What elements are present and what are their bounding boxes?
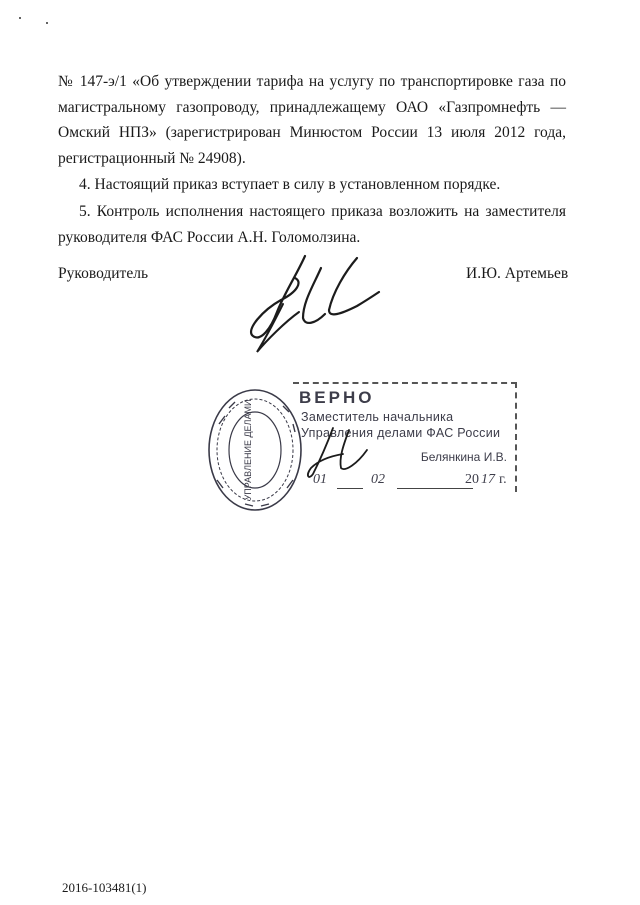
stamp-certifier-name: Белянкина И.В.: [420, 450, 507, 464]
date-underline: [337, 488, 363, 489]
seal-inner-text: УПРАВЛЕНИЕ ДЕЛАМИ: [243, 399, 253, 501]
stamp-position-line2: Управления делами ФАС России: [301, 426, 501, 440]
signatory-position: Руководитель: [58, 265, 149, 282]
stamp-date-month: 02: [371, 472, 385, 487]
paragraph-effective-date: 4. Настоящий приказ вступает в силу в установленном порядке.: [79, 176, 501, 193]
date-underline: [397, 488, 473, 489]
certifier-signature: [303, 424, 373, 484]
stamp-date-year-prefix: 20: [465, 472, 479, 487]
signatory-name: И.Ю. Артемьев: [466, 265, 569, 282]
handwritten-signature: [245, 252, 385, 362]
stamp-date-year-unit: г.: [499, 472, 507, 487]
stamp-position-line1: Заместитель начальника: [301, 410, 454, 424]
paragraph-control-delegation: 5. Контроль исполнения настоящего приказа возложить на заместителя руководителя ФАС России А.Н. Голомолзина.: [58, 203, 566, 246]
stamp-date-day: 01: [313, 472, 327, 487]
paragraph-tariff-order: № 147-э/1 «Об утверждении тарифа на услугу по транспортировке газа по магистральному газопроводу, принадлежащему ОАО «Газпромнефть — Омский НПЗ» (зарегистрирован Минюстом России 13 июля 2012 года, регистрационный № 24908).: [58, 73, 566, 167]
scan-speck: [46, 22, 48, 24]
certified-copy-stamp: [293, 382, 517, 492]
document-registration-code: 2016-103481(1): [62, 880, 147, 895]
scan-speck: [19, 17, 21, 19]
stamp-date-year-suffix: 17: [481, 472, 495, 487]
round-seal: [205, 384, 305, 514]
certification-area: [205, 376, 525, 516]
stamp-title: ВЕРНО: [299, 388, 375, 407]
